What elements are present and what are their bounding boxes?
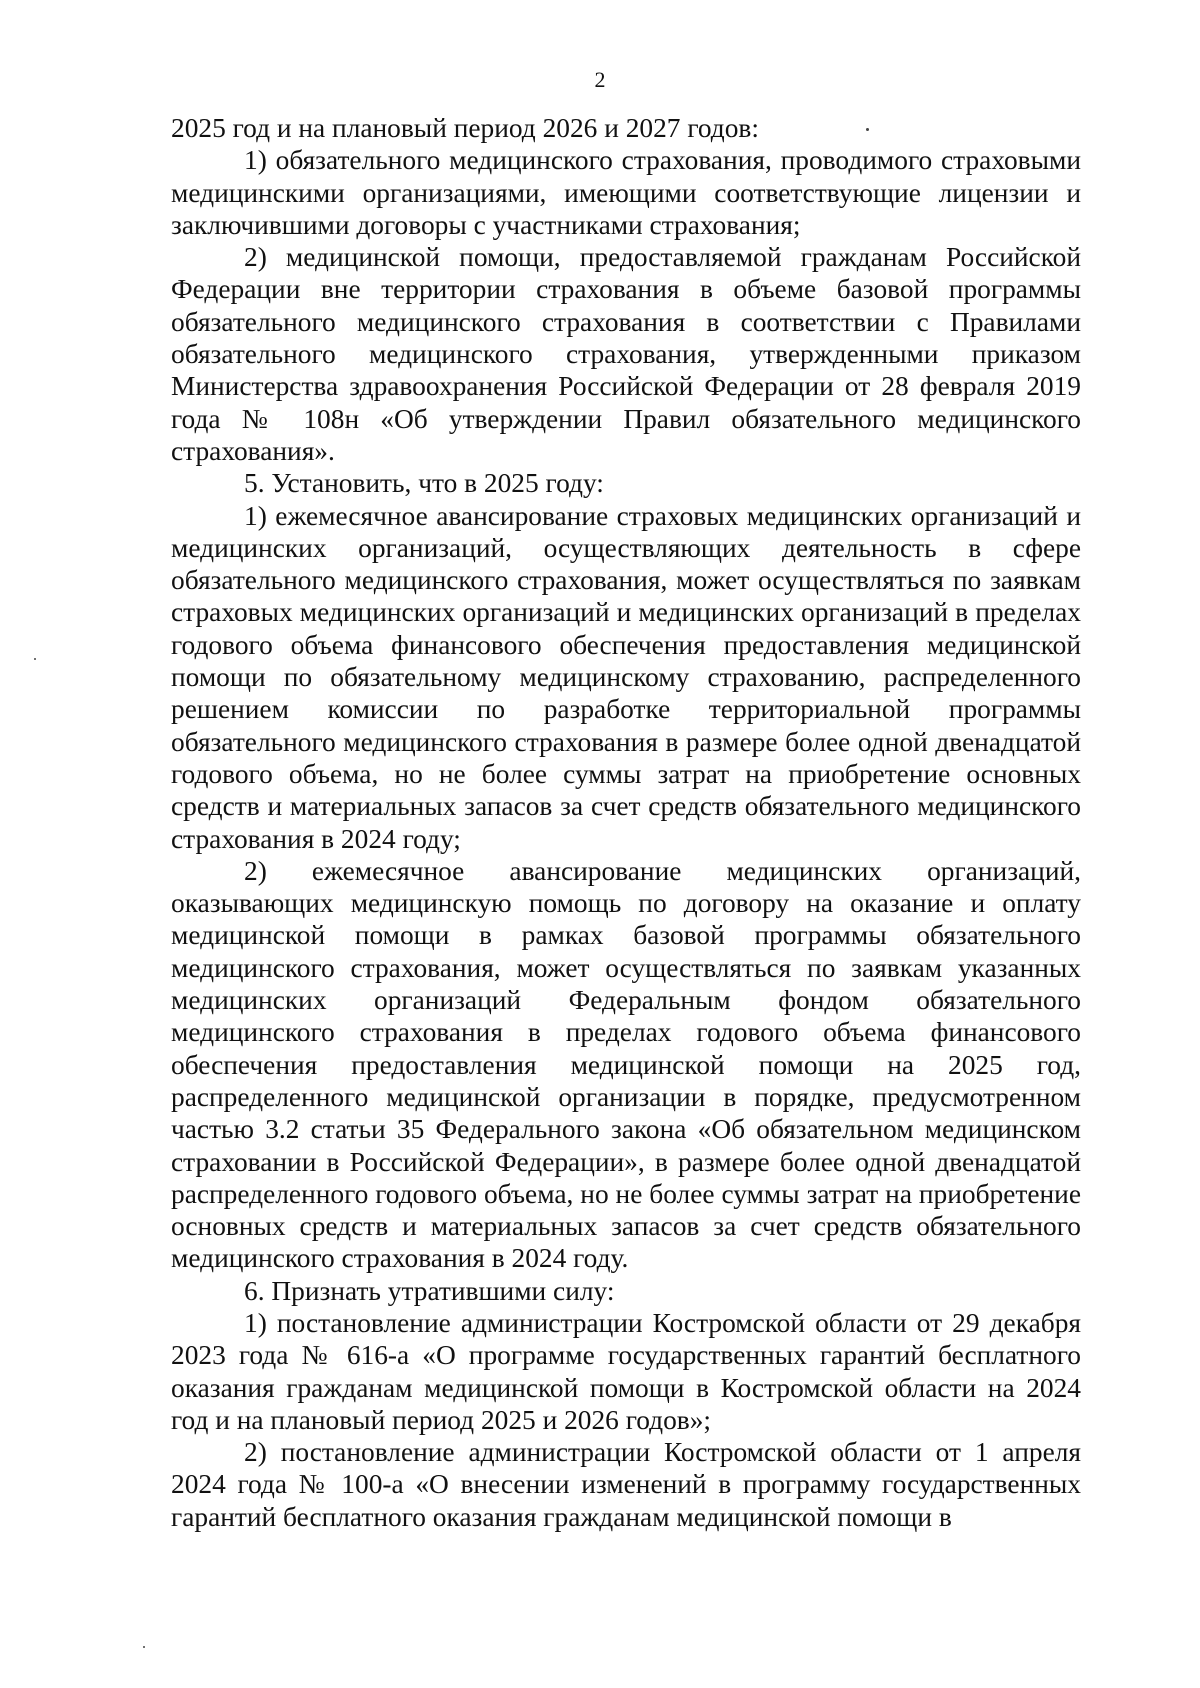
paragraph-section-5-item-2: 2) ежемесячное авансирование медицинских организаций, оказывающих медицинскую помощь по договору на оказание и оплату медицинской помощи в рамках базовой программы обязательного медицинского страхования, может осуществляться по заявкам указанных медицинских организаций Федеральным фондом обязательного медицинского страхования в пределах годового объема финансового обеспечения предоставления медицинской помощи на 2025 год, распределенного медицинской организации в порядке, предусмотренном частью 3.2 статьи 35 Федерального закона «Об обязательном медицинском страховании в Российской Федерации», в размере более одной двенадцатой распределенного годового объема, но не более суммы затрат на приобретение основных средств и материальных запасов за счет средств обязательного медицинского страхования в 2024 году. — [171, 855, 1081, 1274]
paragraph-section-5-heading: 5. Установить, что в 2025 году: — [244, 468, 604, 499]
paragraph-continuation: 2025 год и на плановый период 2026 и 2027 годов: — [171, 113, 759, 143]
document-body — [171, 112, 1081, 1533]
paragraph-section-6-item-2: 2) постановление администрации Костромской области от 1 апреля 2024 года № 100-а «О внесении изменений в программу государственных гарантий бесплатного оказания гражданам медицинской помощи в — [171, 1437, 1081, 1532]
scan-speck — [143, 1646, 145, 1648]
paragraph-section-5-item-1: 1) ежемесячное авансирование страховых медицинских организаций и медицинских организаций, осуществляющих деятельность в сфере обязательного медицинского страхования, может осуществляться по заявкам страховых медицинских организаций и медицинских организаций в пределах годового объема финансового обеспечения предоставления медицинской помощи по обязательному медицинскому страхованию, распределенного решением комиссии по разработке территориальной программы обязательного медицинского страхования в размере более одной двенадцатой годового объема, но не более суммы затрат на приобретение основных средств и материальных запасов за счет средств обязательного медицинского страхования в 2024 году; — [171, 500, 1081, 854]
paragraph-item-2-medical-care: 2) медицинской помощи, предоставляемой гражданам Российской Федерации вне территории страхования в объеме базовой программы обязательного медицинского страхования в соответствии с Правилами обязательного медицинского страхования, утвержденными приказом Министерства здравоохранения Российской Федерации от 28 февраля 2019 года № 108н «Об утверждении Правил обязательного медицинского страхования». — [171, 242, 1081, 466]
scan-speck — [866, 128, 869, 131]
page-number: 2 — [594, 67, 606, 92]
scan-speck — [34, 658, 36, 660]
paragraph-section-6-item-1: 1) постановление администрации Костромской области от 29 декабря 2023 года № 616-а «О программе государственных гарантий бесплатного оказания гражданам медицинской помощи в Костромской области на 2024 год и на плановый период 2025 и 2026 годов»; — [171, 1307, 1081, 1435]
paragraph-section-6-heading: 6. Признать утратившими силу: — [244, 1275, 615, 1306]
paragraph-item-1-insurance: 1) обязательного медицинского страхования, проводимого страховыми медицинскими организациями, имеющими соответствующие лицензии и заключившими договоры с участниками страхования; — [171, 145, 1081, 240]
